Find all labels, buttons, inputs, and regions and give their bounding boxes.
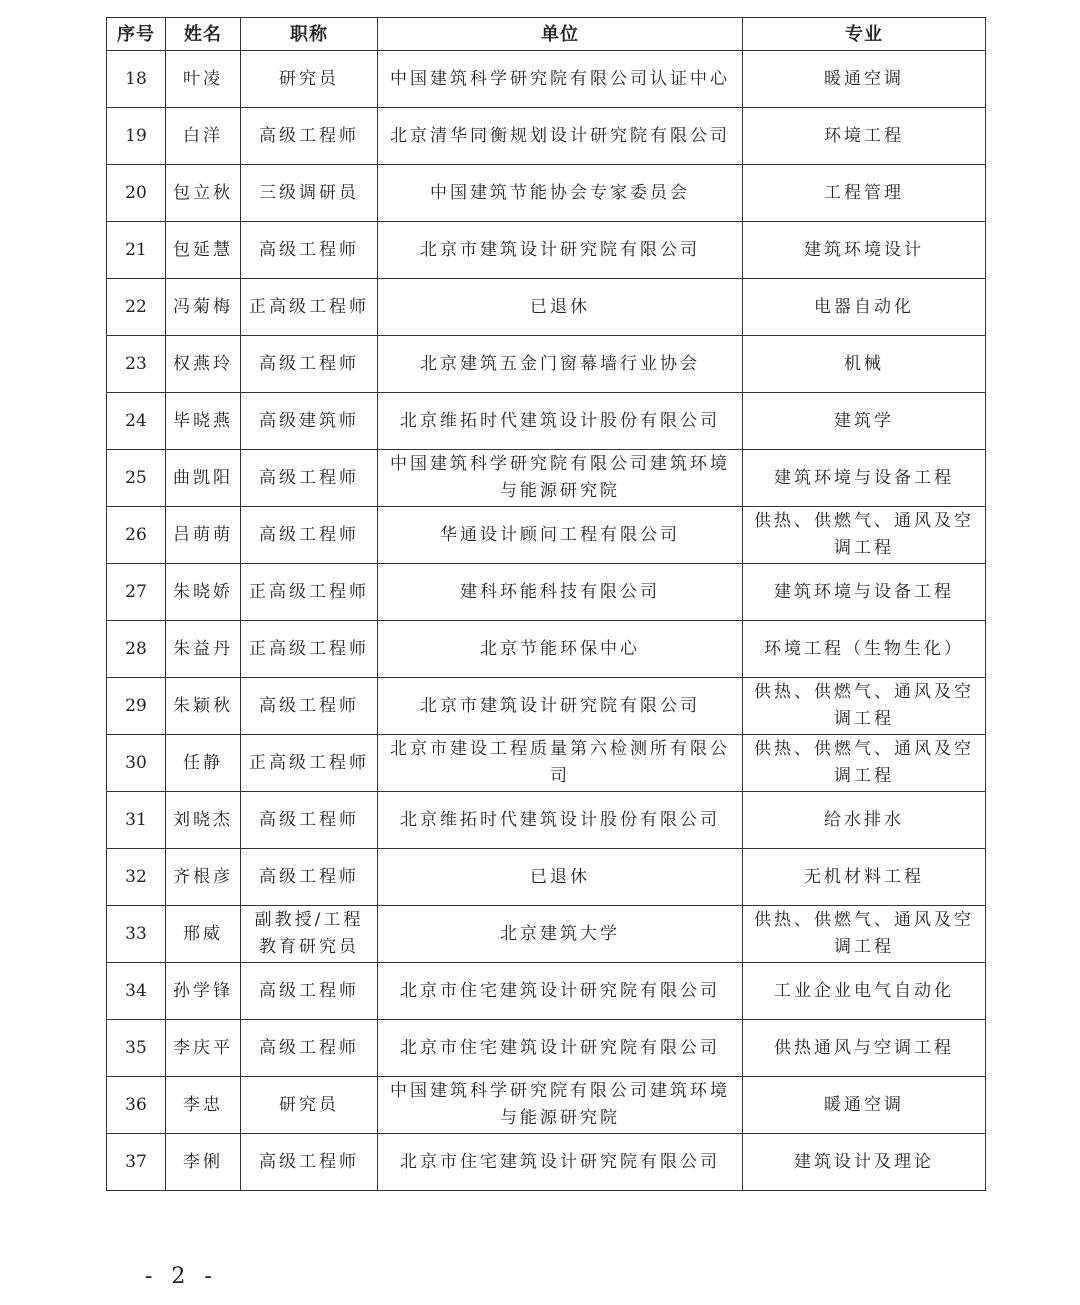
cell-specialty: 电器自动化 [743, 279, 986, 336]
header-specialty: 专业 [743, 18, 986, 51]
cell-organization: 北京市建筑设计研究院有限公司 [378, 222, 743, 279]
table-row [107, 393, 986, 450]
cell-index: 23 [107, 336, 166, 393]
cell-index: 18 [107, 51, 166, 108]
cell-specialty: 环境工程（生物生化） [743, 621, 986, 678]
cell-organization: 已退休 [378, 849, 743, 906]
cell-organization: 北京市住宅建筑设计研究院有限公司 [378, 1020, 743, 1077]
table-row [107, 507, 986, 564]
cell-index: 27 [107, 564, 166, 621]
cell-name: 白洋 [166, 108, 241, 165]
cell-name: 李忠 [166, 1077, 241, 1134]
cell-organization: 北京建筑五金门窗幕墙行业协会 [378, 336, 743, 393]
cell-title: 研究员 [241, 1077, 378, 1134]
table-header-row [107, 18, 986, 51]
cell-organization: 北京清华同衡规划设计研究院有限公司 [378, 108, 743, 165]
cell-index: 35 [107, 1020, 166, 1077]
cell-index: 25 [107, 450, 166, 507]
table-row [107, 222, 986, 279]
table-row [107, 1020, 986, 1077]
cell-name: 孙学锋 [166, 963, 241, 1020]
cell-index: 29 [107, 678, 166, 735]
table-row [107, 735, 986, 792]
cell-title: 高级建筑师 [241, 393, 378, 450]
cell-title: 研究员 [241, 51, 378, 108]
cell-organization: 建科环能科技有限公司 [378, 564, 743, 621]
cell-specialty: 暖通空调 [743, 1077, 986, 1134]
cell-name: 任静 [166, 735, 241, 792]
cell-specialty: 供热、供燃气、通风及空调工程 [743, 507, 986, 564]
cell-name: 朱益丹 [166, 621, 241, 678]
cell-title: 高级工程师 [241, 222, 378, 279]
cell-specialty: 供热通风与空调工程 [743, 1020, 986, 1077]
cell-name: 包立秋 [166, 165, 241, 222]
cell-specialty: 工程管理 [743, 165, 986, 222]
cell-index: 33 [107, 906, 166, 963]
cell-name: 李俐 [166, 1134, 241, 1191]
table-row [107, 849, 986, 906]
cell-organization: 北京市建筑设计研究院有限公司 [378, 678, 743, 735]
cell-title: 三级调研员 [241, 165, 378, 222]
page-number: - 2 - [145, 1264, 218, 1289]
cell-specialty: 供热、供燃气、通风及空调工程 [743, 906, 986, 963]
table-row [107, 279, 986, 336]
cell-name: 朱颖秋 [166, 678, 241, 735]
cell-name: 叶凌 [166, 51, 241, 108]
cell-index: 19 [107, 108, 166, 165]
experts-table [106, 17, 986, 1191]
cell-index: 20 [107, 165, 166, 222]
cell-title: 正高级工程师 [241, 564, 378, 621]
cell-organization: 中国建筑科学研究院有限公司建筑环境与能源研究院 [378, 1077, 743, 1134]
cell-specialty: 工业企业电气自动化 [743, 963, 986, 1020]
table-row [107, 906, 986, 963]
cell-organization: 北京建筑大学 [378, 906, 743, 963]
cell-name: 权燕玲 [166, 336, 241, 393]
cell-organization: 已退休 [378, 279, 743, 336]
cell-specialty: 供热、供燃气、通风及空调工程 [743, 678, 986, 735]
header-index: 序号 [107, 18, 166, 51]
cell-title: 高级工程师 [241, 963, 378, 1020]
cell-title: 正高级工程师 [241, 621, 378, 678]
cell-title: 高级工程师 [241, 336, 378, 393]
cell-index: 31 [107, 792, 166, 849]
cell-organization: 中国建筑科学研究院有限公司认证中心 [378, 51, 743, 108]
cell-specialty: 给水排水 [743, 792, 986, 849]
cell-title: 高级工程师 [241, 792, 378, 849]
cell-organization: 北京维拓时代建筑设计股份有限公司 [378, 393, 743, 450]
table-row [107, 108, 986, 165]
cell-name: 冯菊梅 [166, 279, 241, 336]
cell-name: 朱晓娇 [166, 564, 241, 621]
cell-index: 36 [107, 1077, 166, 1134]
cell-specialty: 环境工程 [743, 108, 986, 165]
cell-organization: 中国建筑节能协会专家委员会 [378, 165, 743, 222]
cell-specialty: 暖通空调 [743, 51, 986, 108]
table-row [107, 678, 986, 735]
cell-name: 刘晓杰 [166, 792, 241, 849]
cell-organization: 华通设计顾问工程有限公司 [378, 507, 743, 564]
cell-index: 28 [107, 621, 166, 678]
cell-specialty: 建筑环境设计 [743, 222, 986, 279]
table-row [107, 792, 986, 849]
table-row [107, 621, 986, 678]
cell-title: 正高级工程师 [241, 279, 378, 336]
cell-organization: 北京维拓时代建筑设计股份有限公司 [378, 792, 743, 849]
cell-name: 吕萌萌 [166, 507, 241, 564]
cell-specialty: 建筑环境与设备工程 [743, 564, 986, 621]
cell-name: 邢威 [166, 906, 241, 963]
table-row [107, 963, 986, 1020]
cell-specialty: 建筑环境与设备工程 [743, 450, 986, 507]
cell-index: 34 [107, 963, 166, 1020]
table-row [107, 165, 986, 222]
table-row [107, 336, 986, 393]
cell-title: 副教授/工程教育研究员 [241, 906, 378, 963]
header-organization: 单位 [378, 18, 743, 51]
cell-title: 高级工程师 [241, 507, 378, 564]
cell-organization: 北京市住宅建筑设计研究院有限公司 [378, 963, 743, 1020]
table-row [107, 1134, 986, 1191]
cell-name: 齐根彦 [166, 849, 241, 906]
cell-name: 曲凯阳 [166, 450, 241, 507]
cell-index: 22 [107, 279, 166, 336]
cell-title: 高级工程师 [241, 849, 378, 906]
cell-name: 包延慧 [166, 222, 241, 279]
cell-specialty: 供热、供燃气、通风及空调工程 [743, 735, 986, 792]
table-row [107, 1077, 986, 1134]
cell-specialty: 机械 [743, 336, 986, 393]
cell-index: 24 [107, 393, 166, 450]
cell-index: 21 [107, 222, 166, 279]
cell-organization: 中国建筑科学研究院有限公司建筑环境与能源研究院 [378, 450, 743, 507]
cell-name: 毕晓燕 [166, 393, 241, 450]
header-title: 职称 [241, 18, 378, 51]
table-row [107, 450, 986, 507]
cell-title: 高级工程师 [241, 1020, 378, 1077]
cell-organization: 北京节能环保中心 [378, 621, 743, 678]
cell-title: 高级工程师 [241, 1134, 378, 1191]
cell-name: 李庆平 [166, 1020, 241, 1077]
cell-specialty: 无机材料工程 [743, 849, 986, 906]
cell-index: 26 [107, 507, 166, 564]
cell-title: 高级工程师 [241, 450, 378, 507]
cell-index: 32 [107, 849, 166, 906]
cell-organization: 北京市住宅建筑设计研究院有限公司 [378, 1134, 743, 1191]
table-row [107, 51, 986, 108]
cell-title: 正高级工程师 [241, 735, 378, 792]
cell-organization: 北京市建设工程质量第六检测所有限公司 [378, 735, 743, 792]
cell-title: 高级工程师 [241, 108, 378, 165]
cell-index: 30 [107, 735, 166, 792]
cell-index: 37 [107, 1134, 166, 1191]
cell-specialty: 建筑学 [743, 393, 986, 450]
header-name: 姓名 [166, 18, 241, 51]
table-row [107, 564, 986, 621]
cell-specialty: 建筑设计及理论 [743, 1134, 986, 1191]
cell-title: 高级工程师 [241, 678, 378, 735]
